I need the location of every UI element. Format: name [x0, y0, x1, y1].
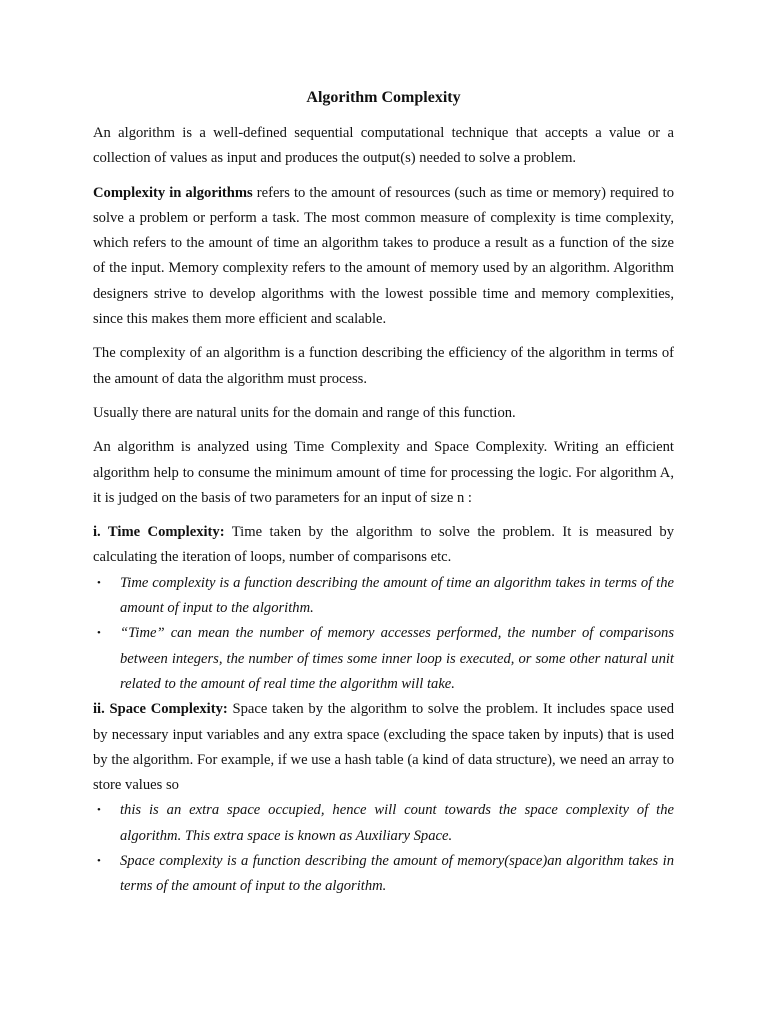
time-complexity-text: Time taken by the algorithm to solve the problem. It is measured by calculating the iteration of loops, number of comparisons etc. — [93, 524, 674, 566]
list-item-text: Space complexity is a function describing the amount of memory(space)an algorithm takes in terms of the amount of input to the algorithm. — [120, 853, 674, 895]
complexity-paragraph — [93, 181, 674, 333]
bullet-icon: • — [97, 627, 101, 640]
bullet-icon: • — [97, 576, 101, 589]
list-item-text: “Time” can mean the number of memory accesses performed, the number of comparisons between integers, the number of times some inner loop is executed, or some other natural unit related to the amount of real time the algorithm will take. — [120, 625, 674, 692]
list-item — [93, 849, 674, 900]
space-complexity-text: Space taken by the algorithm to solve the problem. It includes space used by necessary input variables and any extra space (excluding the space taken by inputs) that is used by the algorithm. For example, if we use a hash table (a kind of data structure), we need an array to store values so — [93, 701, 674, 794]
list-item — [93, 571, 674, 622]
complexity-text: refers to the amount of resources (such as time or memory) required to solve a problem or perform a task. The most common measure of complexity is time complexity, which refers to the amount of time an algorithm takes to produce a result as a function of the size of the input. Memory complexity refers to the amount of memory used by an algorithm. Algorithm designers strive to develop algorithms with the lowest possible time and memory complexities, since this makes them more efficient and scalable. — [93, 184, 674, 328]
list-item-text: this is an extra space occupied, hence will count towards the space complexity of the algorithm. This extra space is known as Auxiliary Space. — [120, 802, 674, 844]
time-complexity-list — [93, 571, 674, 697]
bullet-icon: • — [97, 804, 101, 817]
complexity-lead: Complexity in algorithms — [93, 184, 253, 201]
intro-paragraph: An algorithm is a well-defined sequential computational technique that accepts a value or a collection of values as input and produces the output(s) needed to solve a problem. — [93, 125, 674, 167]
list-item — [93, 621, 674, 697]
function-paragraph: The complexity of an algorithm is a function describing the efficiency of the algorithm in terms of the amount of data the algorithm must process. — [93, 345, 674, 387]
list-item — [93, 798, 674, 849]
bullet-icon: • — [97, 855, 101, 868]
document-page — [93, 86, 674, 900]
list-item-text: Time complexity is a function describing the amount of time an algorithm takes in terms of the amount of input to the algorithm. — [120, 574, 674, 617]
page-title: Algorithm Complexity — [306, 89, 461, 106]
space-complexity-lead: ii. Space Complexity: — [93, 701, 228, 718]
time-complexity-paragraph — [93, 520, 674, 571]
analysis-paragraph: An algorithm is analyzed using Time Complexity and Space Complexity. Writing an efficient algorithm help to consume the minimum amount of time for processing the logic. For algorithm A, it is judged on the basis of two parameters for an input of size n : — [93, 439, 674, 506]
time-complexity-lead: i. Time Complexity: — [93, 524, 225, 541]
units-paragraph: Usually there are natural units for the domain and range of this function. — [93, 404, 516, 421]
space-complexity-list — [93, 798, 674, 899]
space-complexity-paragraph — [93, 697, 674, 798]
